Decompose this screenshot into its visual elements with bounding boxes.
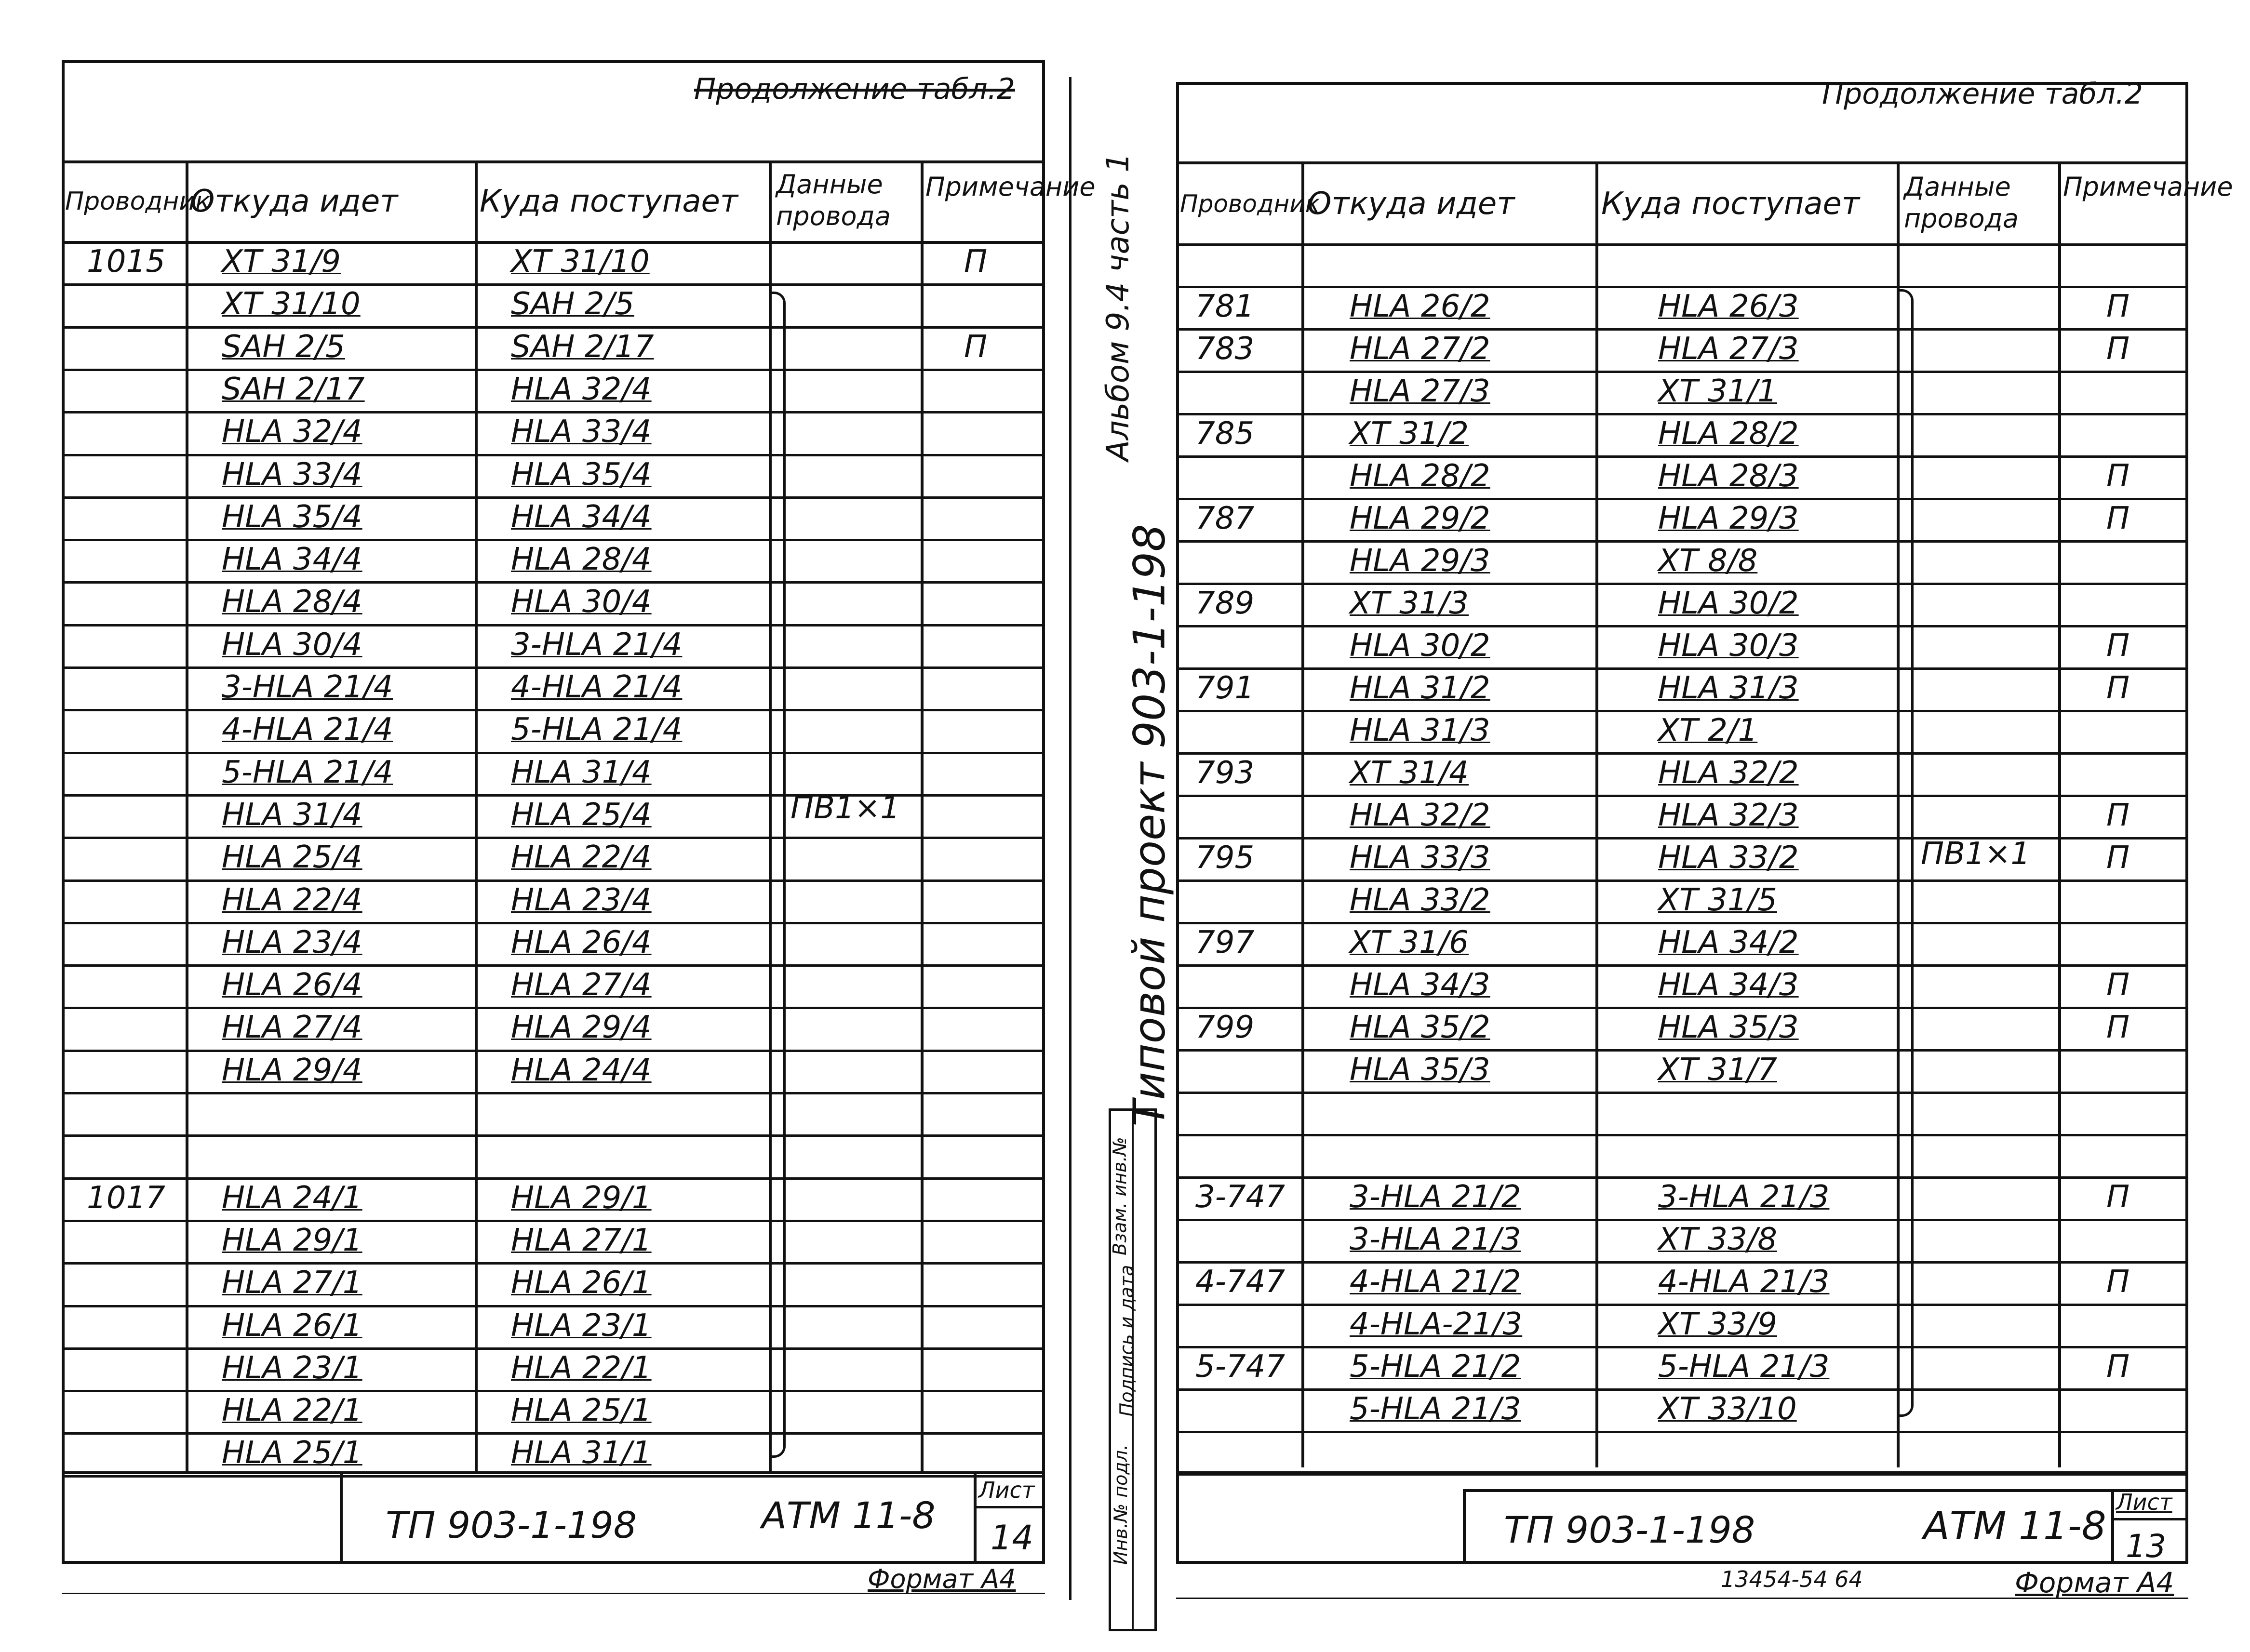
note-cell: П	[964, 244, 988, 280]
from-cell: HLA 29/3	[1350, 543, 1490, 579]
from-cell: 3-HLA 21/2	[1350, 1179, 1521, 1215]
conductor-cell: 1017	[87, 1180, 165, 1216]
note-cell: П	[2106, 670, 2130, 706]
spine-album: Альбом 9.4 часть 1	[1100, 152, 1137, 462]
right-header-note: Продолжение табл.2	[1822, 77, 2143, 111]
conductor-cell: 785	[1195, 416, 1255, 452]
from-cell: HLA 33/3	[1350, 840, 1490, 876]
row-divider	[1176, 625, 2188, 627]
from-cell: HLA 27/3	[1350, 373, 1490, 409]
from-cell: HLA 25/4	[222, 839, 362, 876]
from-cell: ХТ 31/9	[222, 244, 341, 280]
right-col-from: Откуда идет	[1307, 186, 1515, 222]
from-cell: ХТ 31/4	[1350, 755, 1469, 791]
to-cell: HLA 27/4	[511, 967, 652, 1003]
note-cell: П	[2106, 1179, 2130, 1215]
from-cell: HLA 23/4	[222, 924, 362, 960]
right-col-note: Примечание	[2063, 172, 2233, 202]
row-divider	[1176, 540, 2188, 543]
from-cell: SAH 2/17	[222, 371, 365, 407]
to-cell: HLA 29/3	[1658, 501, 1799, 536]
to-cell: ХТ 31/1	[1658, 373, 1777, 409]
from-cell: HLA 28/2	[1350, 458, 1490, 494]
from-cell: HLA 35/4	[222, 499, 362, 535]
to-cell: HLA 34/4	[511, 499, 652, 535]
right-col-wire: Данные провода	[1904, 172, 2019, 234]
note-cell: П	[2106, 840, 2130, 876]
to-cell: 5-HLA 21/4	[511, 712, 683, 748]
to-cell: HLA 23/1	[511, 1307, 652, 1344]
row-divider	[1176, 1388, 2188, 1391]
to-cell: HLA 31/1	[511, 1435, 652, 1471]
right-wire-data: ПВ1×1	[1921, 836, 2031, 872]
row-divider	[1176, 879, 2188, 882]
from-cell: 4-HLA 21/4	[222, 712, 393, 748]
from-cell: HLA 23/1	[222, 1350, 362, 1386]
note-cell: П	[2106, 501, 2130, 536]
to-cell: HLA 22/1	[511, 1350, 652, 1386]
to-cell: ХТ 2/1	[1658, 713, 1758, 748]
to-cell: HLA 25/4	[511, 797, 652, 833]
from-cell: HLA 29/1	[222, 1222, 362, 1258]
spine-project: Типовой проект 903-1-198	[1124, 524, 1175, 1127]
note-cell: П	[2106, 967, 2130, 1003]
from-cell: 5-HLA 21/4	[222, 754, 393, 790]
conductor-cell: 1015	[87, 244, 165, 280]
left-col-conductor: Проводник	[65, 187, 211, 216]
left-wire-data: ПВ1×1	[790, 790, 900, 826]
to-cell: ХТ 31/7	[1658, 1052, 1777, 1088]
right-format: Формат А4	[2015, 1566, 2174, 1599]
to-cell: HLA 25/1	[511, 1393, 652, 1429]
to-cell: HLA 28/4	[511, 542, 652, 578]
to-cell: HLA 32/4	[511, 371, 652, 407]
stamp-replace: Взам. инв.№	[1109, 1137, 1130, 1255]
right-col-to: Куда поступает	[1601, 186, 1860, 222]
to-cell: HLA 34/3	[1658, 967, 1799, 1003]
from-cell: HLA 31/2	[1350, 670, 1490, 706]
from-cell: HLA 29/2	[1350, 501, 1490, 536]
row-divider	[1176, 837, 2188, 839]
row-divider	[1176, 710, 2188, 712]
left-col-note: Примечание	[925, 172, 1096, 202]
from-cell: HLA 31/4	[222, 797, 362, 833]
note-cell: П	[964, 329, 988, 365]
note-cell: П	[2106, 798, 2130, 833]
row-divider	[1176, 413, 2188, 415]
to-cell: HLA 29/4	[511, 1010, 652, 1046]
from-cell: HLA 27/2	[1350, 331, 1490, 367]
row-divider	[1176, 498, 2188, 500]
from-cell: HLA 33/2	[1350, 882, 1490, 918]
to-cell: HLA 31/3	[1658, 670, 1799, 706]
from-cell: HLA 27/4	[222, 1010, 362, 1046]
to-cell: 3-HLA 21/4	[511, 626, 683, 663]
from-cell: HLA 35/2	[1350, 1010, 1490, 1045]
conductor-cell: 791	[1195, 670, 1255, 706]
right-brace	[1899, 289, 1914, 1417]
note-cell: П	[2106, 331, 2130, 367]
from-cell: 4-HLA-21/3	[1350, 1306, 1523, 1342]
from-cell: HLA 27/1	[222, 1265, 362, 1301]
from-cell: HLA 30/2	[1350, 628, 1490, 664]
from-cell: HLA 24/1	[222, 1180, 362, 1216]
to-cell: HLA 23/4	[511, 882, 652, 918]
row-divider	[1176, 455, 2188, 458]
to-cell: HLA 30/2	[1658, 586, 1799, 621]
from-cell: HLA 34/3	[1350, 967, 1490, 1003]
from-cell: HLA 28/4	[222, 584, 362, 620]
to-cell: 5-HLA 21/3	[1658, 1349, 1830, 1385]
row-divider	[1176, 795, 2188, 797]
right-col-conductor: Проводник	[1180, 190, 1320, 218]
stamp-sign: Подпись и дата	[1116, 1265, 1138, 1417]
row-divider	[1176, 752, 2188, 755]
from-cell: ХТ 31/3	[1350, 586, 1469, 621]
note-cell: П	[2106, 1264, 2130, 1300]
to-cell: 4-HLA 21/4	[511, 669, 683, 705]
note-cell: П	[2106, 628, 2130, 664]
row-divider	[1176, 583, 2188, 585]
conductor-cell: 783	[1195, 331, 1255, 367]
conductor-cell: 5-747	[1195, 1349, 1285, 1385]
row-divider	[1176, 1431, 2188, 1433]
from-cell: HLA 26/4	[222, 967, 362, 1003]
to-cell: SAH 2/5	[511, 286, 634, 322]
conductor-cell: 4-747	[1195, 1264, 1285, 1300]
right-footer-code: 13454-54 64	[1721, 1566, 1863, 1592]
from-cell: HLA 22/1	[222, 1393, 362, 1429]
to-cell: HLA 31/4	[511, 754, 652, 790]
to-cell: ХТ 31/5	[1658, 882, 1777, 918]
row-divider	[1176, 1304, 2188, 1306]
left-tb-doc: АТМ 11-8	[762, 1494, 936, 1537]
from-cell: 3-HLA 21/4	[222, 669, 393, 705]
to-cell: HLA 26/1	[511, 1265, 652, 1301]
conductor-cell: 797	[1195, 925, 1255, 960]
from-cell: HLA 22/4	[222, 882, 362, 918]
from-cell: HLA 29/4	[222, 1052, 362, 1088]
to-cell: HLA 24/4	[511, 1052, 652, 1088]
note-cell: П	[2106, 458, 2130, 494]
to-cell: ХТ 31/10	[511, 244, 650, 280]
left-col-to: Куда поступает	[480, 184, 738, 219]
to-cell: HLA 26/4	[511, 924, 652, 960]
row-divider	[1176, 1176, 2188, 1179]
from-cell: 5-HLA 21/3	[1350, 1391, 1521, 1427]
right-tb-sheet-label: Лист	[2116, 1489, 2172, 1515]
row-divider	[1176, 371, 2188, 373]
from-cell: 3-HLA 21/3	[1350, 1222, 1521, 1257]
left-format: Формат А4	[868, 1564, 1016, 1594]
from-cell: SAH 2/5	[222, 329, 345, 365]
to-cell: 4-HLA 21/3	[1658, 1264, 1830, 1300]
right-tb-project: ТП 903-1-198	[1504, 1508, 1755, 1551]
from-cell: HLA 32/4	[222, 414, 362, 450]
note-cell: П	[2106, 289, 2130, 324]
conductor-cell: 789	[1195, 586, 1255, 621]
left-tb-sheet-no: 14	[991, 1518, 1034, 1558]
from-cell: HLA 32/2	[1350, 798, 1490, 833]
from-cell: HLA 26/2	[1350, 289, 1490, 324]
from-cell: HLA 35/3	[1350, 1052, 1490, 1088]
conductor-cell: 781	[1195, 289, 1255, 324]
to-cell: HLA 27/3	[1658, 331, 1799, 367]
from-cell: HLA 25/1	[222, 1435, 362, 1471]
left-tb-sheet-label: Лист	[978, 1477, 1035, 1503]
to-cell: HLA 32/3	[1658, 798, 1799, 833]
to-cell: HLA 34/2	[1658, 925, 1799, 960]
left-col-wire: Данные провода	[776, 169, 891, 231]
right-tb-sheet-no: 13	[2126, 1528, 2166, 1565]
row-divider	[1176, 667, 2188, 670]
from-cell: ХТ 31/6	[1350, 925, 1469, 960]
row-divider	[1176, 1049, 2188, 1052]
to-cell: ХТ 33/10	[1658, 1391, 1797, 1427]
to-cell: HLA 35/3	[1658, 1010, 1799, 1045]
to-cell: HLA 22/4	[511, 839, 652, 876]
from-cell: 5-HLA 21/2	[1350, 1349, 1521, 1385]
to-cell: ХТ 8/8	[1658, 543, 1758, 579]
row-divider	[1176, 1261, 2188, 1264]
row-divider	[1176, 286, 2188, 288]
conductor-cell: 787	[1195, 501, 1255, 536]
from-cell: HLA 31/3	[1350, 713, 1490, 748]
to-cell: HLA 29/1	[511, 1180, 652, 1216]
to-cell: HLA 28/3	[1658, 458, 1799, 494]
from-cell: HLA 34/4	[222, 542, 362, 578]
to-cell: 3-HLA 21/3	[1658, 1179, 1830, 1215]
left-tb-project: ТП 903-1-198	[386, 1504, 637, 1546]
right-tb-doc: АТМ 11-8	[1923, 1504, 2106, 1548]
from-cell: 4-HLA 21/2	[1350, 1264, 1521, 1300]
row-divider	[1176, 922, 2188, 924]
conductor-cell: 3-747	[1195, 1179, 1285, 1215]
row-divider	[1176, 1134, 2188, 1136]
to-cell: ХТ 33/9	[1658, 1306, 1777, 1342]
to-cell: HLA 35/4	[511, 456, 652, 493]
conductor-cell: 799	[1195, 1010, 1255, 1045]
conductor-cell: 793	[1195, 755, 1255, 791]
to-cell: HLA 33/4	[511, 414, 652, 450]
to-cell: SAH 2/17	[511, 329, 654, 365]
stamp-inv: Инв.№ подл.	[1110, 1444, 1132, 1565]
row-divider	[1176, 1092, 2188, 1094]
row-divider	[1176, 328, 2188, 331]
conductor-cell: 795	[1195, 840, 1255, 876]
to-cell: HLA 30/4	[511, 584, 652, 620]
left-col-from: Откуда идет	[190, 184, 398, 219]
from-cell: HLA 33/4	[222, 456, 362, 493]
from-cell: ХТ 31/2	[1350, 416, 1469, 452]
to-cell: ХТ 33/8	[1658, 1222, 1777, 1257]
from-cell: HLA 30/4	[222, 626, 362, 663]
row-divider	[1176, 1219, 2188, 1221]
from-cell: ХТ 31/10	[222, 286, 361, 322]
note-cell: П	[2106, 1010, 2130, 1045]
row-divider	[1176, 964, 2188, 967]
left-header-note: Продолжение табл.2	[694, 72, 1015, 106]
row-divider	[1176, 1007, 2188, 1009]
to-cell: HLA 28/2	[1658, 416, 1799, 452]
to-cell: HLA 30/3	[1658, 628, 1799, 664]
to-cell: HLA 33/2	[1658, 840, 1799, 876]
to-cell: HLA 32/2	[1658, 755, 1799, 791]
note-cell: П	[2106, 1349, 2130, 1385]
from-cell: HLA 26/1	[222, 1307, 362, 1344]
row-divider	[1176, 1346, 2188, 1348]
to-cell: HLA 27/1	[511, 1222, 652, 1258]
to-cell: HLA 26/3	[1658, 289, 1799, 324]
